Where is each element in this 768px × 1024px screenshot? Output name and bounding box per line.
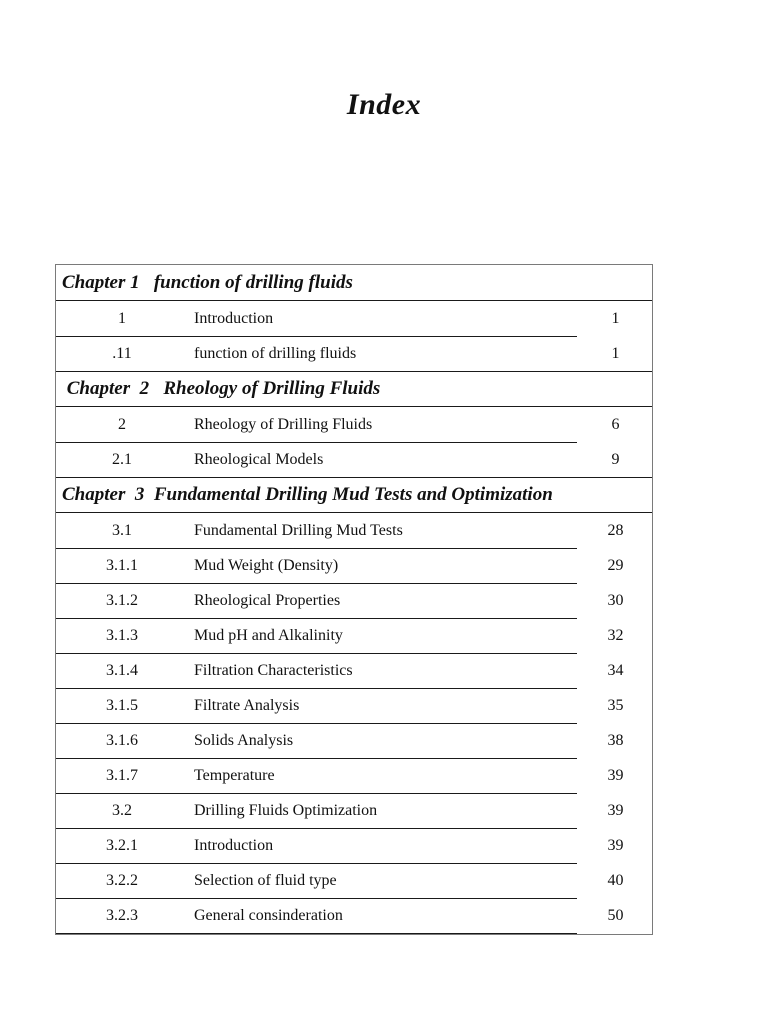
section-number: 3.1.7 (106, 766, 138, 784)
section-title: Introduction (194, 836, 274, 854)
index-entry-row (56, 898, 652, 933)
section-number: 3.1.1 (106, 556, 138, 574)
index-entry-row (56, 793, 652, 828)
index-entry-row (56, 688, 652, 723)
section-number: 3.1.3 (106, 626, 138, 644)
index-table (55, 264, 653, 935)
page-title: Index (346, 88, 422, 121)
section-title: Fundamental Drilling Mud Tests (194, 521, 403, 539)
section-title: Filtration Characteristics (194, 661, 353, 679)
section-title: Mud Weight (Density) (194, 556, 339, 574)
index-entry-row (56, 863, 652, 898)
section-title: Drilling Fluids Optimization (194, 801, 378, 819)
index-entry-row (56, 828, 652, 863)
page-number: 34 (607, 661, 624, 679)
chapter-heading-row (56, 265, 652, 301)
index-entry-row (56, 336, 652, 371)
index-entry-row (56, 758, 652, 793)
page-number: 38 (607, 731, 624, 749)
section-number: 3.1.4 (106, 661, 138, 679)
section-number: 3.2.1 (106, 836, 138, 854)
section-number: 3.2.2 (106, 871, 138, 889)
section-title: function of drilling fluids (194, 344, 357, 362)
section-title: Filtrate Analysis (194, 696, 300, 714)
section-title: Selection of fluid type (194, 871, 337, 889)
section-title: General consinderation (194, 906, 343, 924)
page-number: 9 (611, 450, 620, 468)
page-number: 50 (607, 906, 624, 924)
page-number: 32 (607, 626, 624, 644)
page-number: 39 (607, 801, 624, 819)
section-title: Rheological Models (194, 450, 324, 468)
page-number: 1 (611, 344, 620, 362)
section-number: 3.1.2 (106, 591, 138, 609)
page-number: 39 (607, 836, 624, 854)
index-entry-row (56, 407, 652, 442)
section-number: 3.1.5 (106, 696, 138, 714)
index-entry-row (56, 723, 652, 758)
section-number: 2 (118, 415, 126, 433)
section-title: Solids Analysis (194, 731, 294, 749)
page-number: 28 (607, 521, 624, 539)
page-number: 40 (607, 871, 624, 889)
section-number: 3.2 (112, 801, 132, 819)
section-title: Mud pH and Alkalinity (194, 626, 343, 644)
index-entry-row (56, 618, 652, 653)
page-number: 1 (611, 309, 620, 327)
section-title: Rheological Properties (194, 591, 341, 609)
page-number: 6 (611, 415, 620, 433)
index-entry-row (56, 583, 652, 618)
chapter-title: Chapter 2 Rheology of Drilling Fluids (62, 377, 381, 399)
section-title: Introduction (194, 309, 274, 327)
section-number: 3.2.3 (106, 906, 138, 924)
page-number: 29 (607, 556, 624, 574)
index-entry-row (56, 548, 652, 583)
chapter-title: Chapter 3 Fundamental Drilling Mud Tests and Optimization (62, 483, 553, 505)
section-title: Temperature (194, 766, 275, 784)
page-number: 30 (607, 591, 624, 609)
section-title: Rheology of Drilling Fluids (194, 415, 373, 433)
section-number: 3.1.6 (106, 731, 138, 749)
index-entry-row (56, 442, 652, 477)
page-number: 39 (607, 766, 624, 784)
section-number: .11 (112, 344, 132, 362)
index-entry-row (56, 653, 652, 688)
index-entry-row (56, 513, 652, 548)
index-entry-row (56, 301, 652, 336)
chapter-title: Chapter 1 function of drilling fluids (62, 271, 353, 293)
section-number: 2.1 (112, 450, 132, 468)
chapter-heading-row (56, 477, 652, 513)
section-number: 3.1 (112, 521, 132, 539)
chapter-heading-row (56, 371, 652, 407)
section-number: 1 (118, 309, 126, 327)
page-number: 35 (607, 696, 624, 714)
